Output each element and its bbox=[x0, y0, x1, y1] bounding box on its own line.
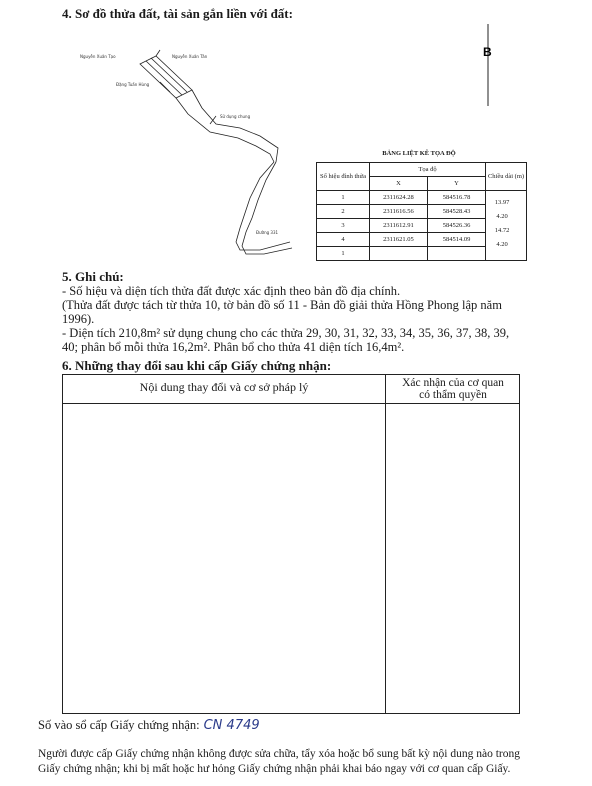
coord-header-y: Y bbox=[428, 177, 486, 191]
coord-header-coords: Tọa độ bbox=[370, 163, 486, 177]
note-line-2: (Thửa đất được tách từ thửa 10, tờ bản đồ số 11 - Bản đồ giải thửa Hồng Phong lập năm bbox=[62, 298, 502, 312]
note-line-1: - Số hiệu và diện tích thửa đất được xác định theo bản đồ địa chính. bbox=[62, 284, 401, 298]
section-5-title: 5. Ghi chú: bbox=[62, 269, 124, 284]
north-arrow-icon bbox=[480, 20, 500, 110]
north-label: B bbox=[483, 45, 492, 59]
coord-header-length: Chiều dài (m) bbox=[486, 163, 527, 191]
note-line-5: 40; phân bổ mỗi thửa 16,2m². Phân bổ cho thửa 41 diện tích 16,4m². bbox=[62, 340, 405, 354]
map-label-road: Đường 331 bbox=[256, 230, 279, 235]
approval-column-header bbox=[385, 377, 521, 401]
distance-3: 14.72 bbox=[494, 227, 510, 234]
approval-header-line-2: có thẩm quyền bbox=[419, 389, 487, 401]
distance-2: 4.20 bbox=[496, 213, 508, 220]
map-label-owner2: Nguyễn Xuân Tân bbox=[172, 54, 208, 59]
section-6-title: 6. Những thay đổi sau khi cấp Giấy chứng nhận: bbox=[62, 358, 332, 373]
footer-line-1: Người được cấp Giấy chứng nhận không được sửa chữa, tẩy xóa hoặc bổ sung bất kỳ nội dung nào trong bbox=[38, 748, 520, 760]
land-plot-sketch bbox=[60, 28, 310, 268]
footer-notice bbox=[38, 747, 558, 777]
section-4-title: 4. Sơ đồ thửa đất, tài sản gắn liền với đất: bbox=[62, 6, 293, 21]
coord-header-id: Số hiệu đỉnh thửa bbox=[317, 163, 370, 191]
distance-1: 13.97 bbox=[494, 199, 510, 206]
register-label: Số vào sổ cấp Giấy chứng nhận: bbox=[38, 718, 200, 732]
approval-header-line-1: Xác nhận của cơ quan bbox=[402, 377, 504, 389]
map-label-owner1: Nguyễn Xuân Tạo bbox=[80, 54, 116, 59]
table-row: 3 2311612.91 584526.36 bbox=[317, 219, 527, 233]
coord-header-x: X bbox=[370, 177, 428, 191]
changes-table bbox=[62, 374, 520, 714]
register-number: CN 4749 bbox=[203, 718, 260, 733]
changes-column-header: Nội dung thay đổi và cơ sở pháp lý bbox=[139, 380, 309, 394]
footer-line-2: Giấy chứng nhận; khi bị mất hoặc hư hỏng Giấy chứng nhận phải khai báo ngay với cơ quan cấp Giấy. bbox=[38, 763, 511, 775]
table-row: 4 2311621.05 584514.09 bbox=[317, 233, 527, 247]
table-row: 1 bbox=[317, 247, 527, 261]
column-divider bbox=[385, 375, 386, 713]
coord-table-title: BẢNG LIỆT KÊ TỌA ĐỘ bbox=[382, 150, 456, 157]
register-line bbox=[38, 718, 260, 733]
map-label-owner3: Đặng Tuấn Hùng bbox=[116, 82, 150, 87]
note-line-3: 1996). bbox=[62, 312, 95, 326]
distance-4: 4.20 bbox=[496, 241, 508, 248]
header-divider bbox=[63, 403, 519, 404]
table-row: 1 2311624.28 584516.78 bbox=[317, 191, 527, 205]
note-line-4: - Diện tích 210,8m² sử dụng chung cho các thửa 29, 30, 31, 32, 33, 34, 35, 36, 37, 38, 39, bbox=[62, 326, 510, 340]
table-row: 2 2311616.56 584528.43 bbox=[317, 205, 527, 219]
map-label-shared: Sử dụng chung bbox=[220, 114, 251, 119]
